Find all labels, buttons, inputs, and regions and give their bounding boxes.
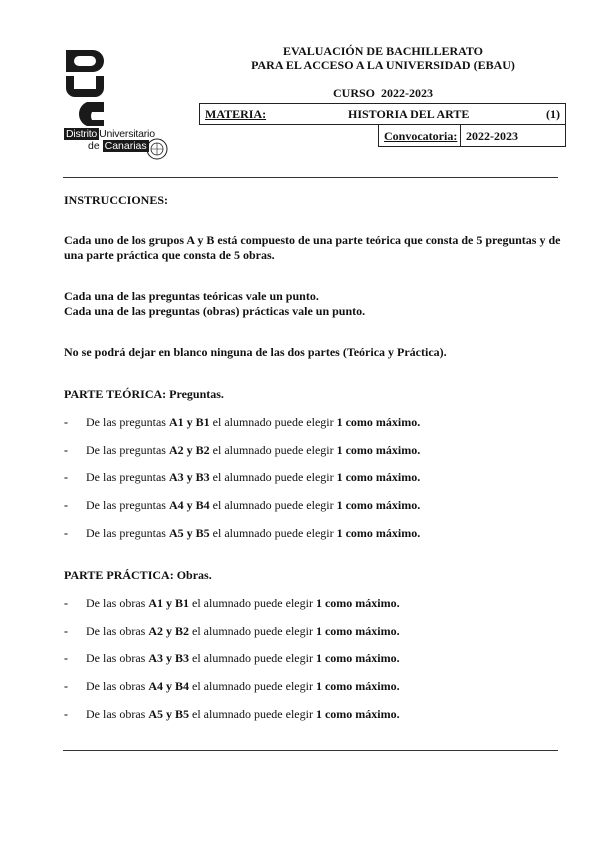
instructions-paragraph-2b: Cada una de las preguntas (obras) prácticas vale un punto. (64, 304, 366, 318)
convocatoria-divider (460, 125, 461, 146)
instructions-paragraph-1: Cada uno de los grupos A y B está compuesto de una parte teórica que consta de 5 preguntas y de una parte práctica que consta de 5 obras. (64, 233, 561, 262)
practica-item-3: - De las obras A3 y B3 el alumnado puede elegir 1 como máximo. (64, 651, 400, 665)
materia-box (199, 103, 566, 125)
practica-item-4: - De las obras A4 y B4 el alumnado puede elegir 1 como máximo. (64, 679, 400, 693)
teorica-item-2: - De las preguntas A2 y B2 el alumnado puede elegir 1 como máximo. (64, 443, 421, 457)
practica-heading: PARTE PRÁCTICA: Obras. (64, 568, 212, 582)
logo-caption-line1: Distrito Universitario (66, 128, 155, 140)
convocatoria-label: Convocatoria: (384, 129, 458, 143)
convocatoria-value: 2022-2023 (466, 129, 518, 143)
logo-caption-line2: de Canarias (88, 140, 147, 152)
instructions-heading: INSTRUCCIONES: (64, 193, 169, 207)
bottom-divider (63, 750, 558, 751)
header-line2: PARA EL ACCESO A LA UNIVERSIDAD (EBAU) (251, 58, 515, 72)
sheet-number: (1) (546, 107, 560, 121)
teorica-item-1: - De las preguntas A1 y B1 el alumnado puede elegir 1 como máximo. (64, 415, 421, 429)
practica-item-1: - De las obras A1 y B1 el alumnado puede elegir 1 como máximo. (64, 596, 400, 610)
teorica-item-3: - De las preguntas A3 y B3 el alumnado puede elegir 1 como máximo. (64, 470, 421, 484)
seal-icon (146, 138, 168, 160)
practica-item-5: - De las obras A5 y B5 el alumnado puede elegir 1 como máximo. (64, 707, 400, 721)
materia-label: MATERIA: (205, 107, 267, 121)
teorica-heading: PARTE TEÓRICA: Preguntas. (64, 387, 224, 401)
top-divider (63, 177, 558, 178)
instructions-paragraph-3: No se podrá dejar en blanco ninguna de las dos partes (Teórica y Práctica). (64, 345, 447, 359)
convocatoria-box (378, 124, 566, 147)
materia-value: HISTORIA DEL ARTE (348, 107, 470, 121)
instructions-paragraph-2a: Cada una de las preguntas teóricas vale un punto. (64, 289, 319, 303)
teorica-item-5: - De las preguntas A5 y B5 el alumnado puede elegir 1 como máximo. (64, 526, 421, 540)
teorica-item-4: - De las preguntas A4 y B4 el alumnado puede elegir 1 como máximo. (64, 498, 421, 512)
practica-item-2: - De las obras A2 y B2 el alumnado puede elegir 1 como máximo. (64, 624, 400, 638)
course-line: CURSO 2022-2023 (332, 86, 433, 100)
duc-logo-icon (62, 48, 108, 128)
header-line1: EVALUACIÓN DE BACHILLERATO (282, 44, 484, 58)
